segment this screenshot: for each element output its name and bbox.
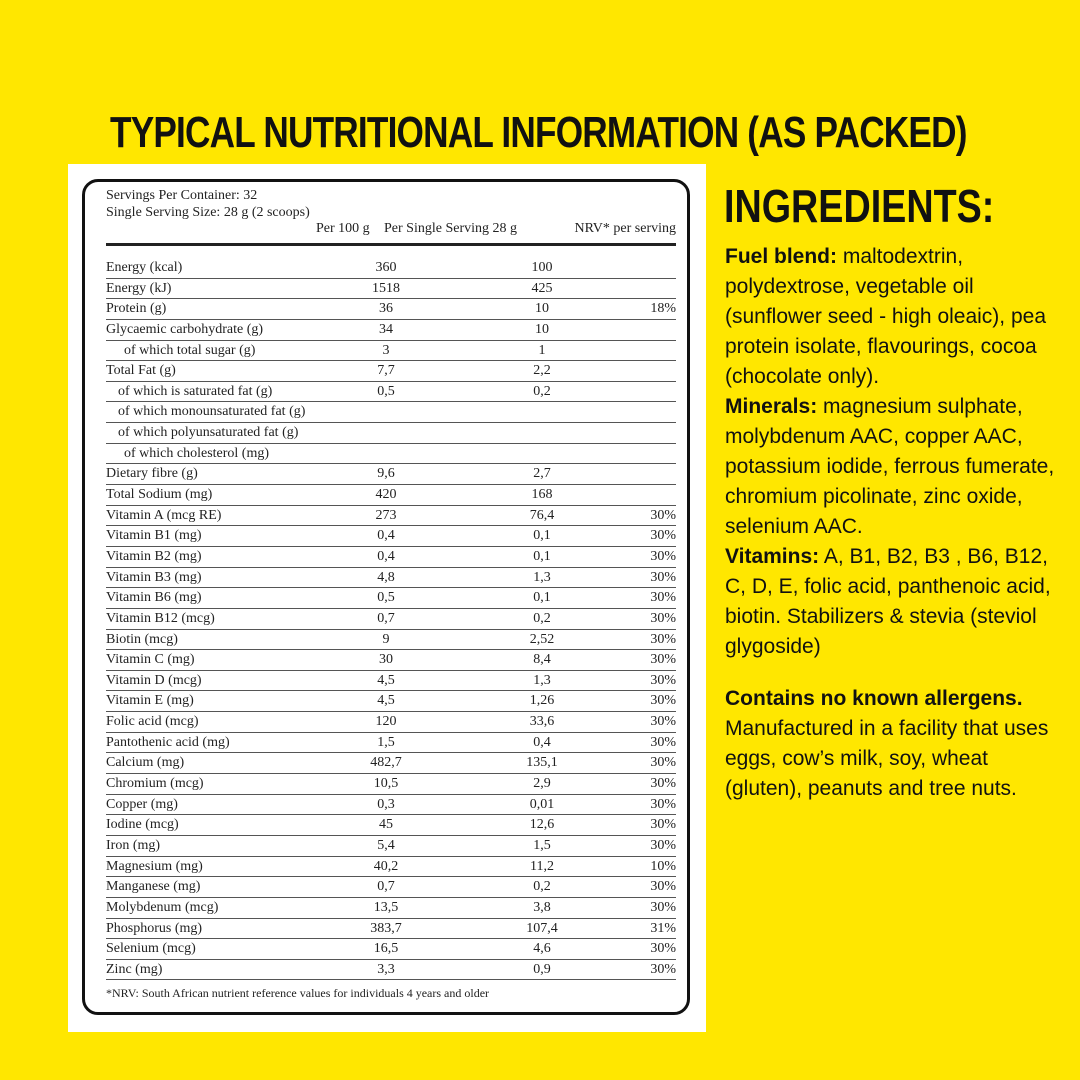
nrv-value: 30% xyxy=(650,755,676,771)
nutrient-name: Vitamin B12 (mcg) xyxy=(106,610,215,626)
nutrition-facts xyxy=(106,187,676,1001)
nutrient-name: Manganese (mg) xyxy=(106,879,201,895)
per-100g-value: 7,7 xyxy=(377,363,395,379)
nutrient-name: Vitamin A (mcg RE) xyxy=(106,507,222,523)
per-serving-value: 2,7 xyxy=(533,466,551,482)
nutrient-name: of which is saturated fat (g) xyxy=(118,383,273,399)
per-serving-value: 0,2 xyxy=(533,383,551,399)
per-serving-value: 12,6 xyxy=(529,817,555,833)
nutrient-name: Total Sodium (mg) xyxy=(106,487,213,503)
nutrient-rows xyxy=(106,258,676,980)
column-header-per100: Per 100 g xyxy=(316,221,370,236)
table-row xyxy=(106,857,676,878)
per-serving-value: 0,1 xyxy=(533,590,551,606)
serving-size: Single Serving Size: 28 g (2 scoops) xyxy=(106,205,310,220)
table-row xyxy=(106,712,676,733)
ingredients-list xyxy=(725,242,1070,804)
vitamins-paragraph xyxy=(725,542,1070,662)
per-serving-value: 1,3 xyxy=(533,672,551,688)
nutrient-name: Biotin (mcg) xyxy=(106,631,178,647)
nutrient-name: Chromium (mcg) xyxy=(106,776,204,792)
fuel-blend-label: Fuel blend: xyxy=(725,245,837,268)
minerals-text: magnesium sulphate, molybdenum AAC, copper AAC, potassium iodide, ferrous fumerate, chromium picolinate, zinc oxide, selenium AAC. xyxy=(725,395,1055,538)
nrv-value: 30% xyxy=(650,941,676,957)
table-row xyxy=(106,836,676,857)
table-row xyxy=(106,898,676,919)
nutrient-name: Vitamin B6 (mg) xyxy=(106,590,202,606)
nrv-value: 30% xyxy=(650,631,676,647)
nutrient-name: Protein (g) xyxy=(106,301,167,317)
per-serving-value: 0,1 xyxy=(533,528,551,544)
table-row xyxy=(106,588,676,609)
per-100g-value: 34 xyxy=(379,321,393,337)
per-100g-value: 0,5 xyxy=(377,383,395,399)
facility-notice: Manufactured in a facility that uses eggs, cow’s milk, soy, wheat (gluten), peanuts and tree nuts. xyxy=(725,717,1049,800)
per-100g-value: 45 xyxy=(379,817,393,833)
nrv-value: 30% xyxy=(650,899,676,915)
per-serving-value: 1 xyxy=(538,342,546,358)
per-100g-value: 36 xyxy=(379,301,393,317)
per-serving-value: 2,52 xyxy=(529,631,555,647)
nutrient-name: Vitamin C (mg) xyxy=(106,652,195,668)
nrv-value: 30% xyxy=(650,693,676,709)
per-serving-value: 135,1 xyxy=(526,755,558,771)
per-serving-value: 2,2 xyxy=(533,363,551,379)
per-100g-value: 9,6 xyxy=(377,466,395,482)
nutrient-name: Total Fat (g) xyxy=(106,363,176,379)
nutrient-name: Zinc (mg) xyxy=(106,961,163,977)
column-header-nrv: NRV* per serving xyxy=(574,221,676,236)
nutrition-panel xyxy=(68,164,706,1032)
nutrient-name: Iodine (mcg) xyxy=(106,817,179,833)
nrv-value: 31% xyxy=(650,920,676,936)
per-serving-value: 107,4 xyxy=(526,920,558,936)
per-serving-value: 0,9 xyxy=(533,961,551,977)
column-header-serving: Per Single Serving 28 g xyxy=(384,221,517,236)
nrv-value: 30% xyxy=(650,837,676,853)
table-row xyxy=(106,671,676,692)
nrv-value: 30% xyxy=(650,590,676,606)
per-serving-value: 0,2 xyxy=(533,610,551,626)
servings-per-container: Servings Per Container: 32 xyxy=(106,188,258,203)
nrv-value: 30% xyxy=(650,610,676,626)
per-100g-value: 4,5 xyxy=(377,693,395,709)
per-serving-value: 2,9 xyxy=(533,776,551,792)
per-serving-value: 10 xyxy=(535,301,549,317)
table-row xyxy=(106,444,676,465)
nrv-value: 30% xyxy=(650,776,676,792)
nutrient-name: Copper (mg) xyxy=(106,796,178,812)
nutrient-name: Vitamin B1 (mg) xyxy=(106,528,202,544)
per-serving-value: 3,8 xyxy=(533,899,551,915)
nutrient-name: Glycaemic carbohydrate (g) xyxy=(106,321,264,337)
per-100g-value: 10,5 xyxy=(373,776,399,792)
table-row xyxy=(106,774,676,795)
table-row xyxy=(106,609,676,630)
table-row xyxy=(106,361,676,382)
per-serving-value: 33,6 xyxy=(529,714,555,730)
nutrient-name: of which polyunsaturated fat (g) xyxy=(118,425,299,441)
nrv-value: 30% xyxy=(650,879,676,895)
per-serving-value: 100 xyxy=(531,260,553,275)
nutrient-name: Calcium (mg) xyxy=(106,755,185,771)
per-serving-value: 0,01 xyxy=(529,796,555,812)
per-100g-value: 40,2 xyxy=(373,858,399,874)
table-row xyxy=(106,402,676,423)
per-100g-value: 4,8 xyxy=(377,569,395,585)
per-100g-value: 0,4 xyxy=(377,548,395,564)
table-row xyxy=(106,753,676,774)
per-serving-value: 0,2 xyxy=(533,879,551,895)
table-row xyxy=(106,382,676,403)
nutrient-name: Pantothenic acid (mg) xyxy=(106,734,230,750)
nrv-value: 30% xyxy=(650,734,676,750)
per-100g-value: 420 xyxy=(375,487,397,503)
per-100g-value: 9 xyxy=(382,631,390,647)
nrv-value: 30% xyxy=(650,961,676,977)
per-serving-value: 1,5 xyxy=(533,837,551,853)
table-row xyxy=(106,464,676,485)
per-serving-value: 4,6 xyxy=(533,941,551,957)
table-row xyxy=(106,630,676,651)
nrv-value: 30% xyxy=(650,548,676,564)
per-100g-value: 120 xyxy=(375,714,397,730)
vitamins-text: A, B1, B2, B3 , B6, B12, C, D, E, folic acid, panthenoic acid, biotin. Stabilizers & stevia (steviol glygoside) xyxy=(725,545,1051,658)
nutrient-name: Vitamin B3 (mg) xyxy=(106,569,202,585)
per-100g-value: 0,5 xyxy=(377,590,395,606)
per-serving-value: 425 xyxy=(531,280,553,296)
nrv-value: 30% xyxy=(650,569,676,585)
nrv-value: 30% xyxy=(650,796,676,812)
table-row xyxy=(106,341,676,362)
per-100g-value: 0,4 xyxy=(377,528,395,544)
nutrient-name: of which monounsaturated fat (g) xyxy=(118,404,306,420)
allergen-paragraph xyxy=(725,684,1070,714)
nrv-value: 10% xyxy=(650,858,676,874)
ingredients-title: INGREDIENTS: xyxy=(724,180,995,232)
nutrient-name: Iron (mg) xyxy=(106,837,161,853)
nutrient-name: Vitamin D (mcg) xyxy=(106,672,202,688)
nrv-value: 30% xyxy=(650,817,676,833)
table-row xyxy=(106,526,676,547)
nutrient-name: Vitamin E (mg) xyxy=(106,693,194,709)
per-100g-value: 30 xyxy=(379,652,393,668)
per-serving-value: 1,26 xyxy=(529,693,555,709)
nrv-value: 18% xyxy=(650,301,676,317)
table-row xyxy=(106,258,676,279)
nrv-value: 30% xyxy=(650,507,676,523)
column-headers xyxy=(106,221,676,240)
per-100g-value: 13,5 xyxy=(373,899,399,915)
nutrient-name: of which cholesterol (mg) xyxy=(124,445,270,461)
table-row xyxy=(106,919,676,940)
minerals-label: Minerals: xyxy=(725,395,818,418)
per-100g-value: 0,7 xyxy=(377,610,395,626)
per-100g-value: 273 xyxy=(375,507,397,523)
table-row xyxy=(106,506,676,527)
nutrient-name: Magnesium (mg) xyxy=(106,858,203,874)
per-100g-value: 4,5 xyxy=(377,672,395,688)
nutrient-name: Vitamin B2 (mg) xyxy=(106,548,202,564)
per-100g-value: 16,5 xyxy=(373,941,399,957)
per-serving-value: 76,4 xyxy=(529,507,555,523)
table-row xyxy=(106,320,676,341)
table-row xyxy=(106,795,676,816)
fuel-blend-text: maltodextrin, polydextrose, vegetable oil (sunflower seed - high oleaic), pea protein isolate, flavourings, cocoa (chocolate only). xyxy=(725,245,1047,388)
nrv-footnote: *NRV: South African nutrient reference values for individuals 4 years and older xyxy=(106,986,490,1001)
per-100g-value: 5,4 xyxy=(377,837,395,853)
table-row xyxy=(106,733,676,754)
table-row xyxy=(106,939,676,960)
nutrient-name: of which total sugar (g) xyxy=(124,342,256,358)
per-serving-value: 1,3 xyxy=(533,569,551,585)
table-row xyxy=(106,423,676,444)
nrv-value: 30% xyxy=(650,652,676,668)
per-100g-value: 1,5 xyxy=(377,734,395,750)
per-100g-value: 3,3 xyxy=(377,961,395,977)
minerals-paragraph xyxy=(725,392,1070,542)
per-100g-value: 360 xyxy=(375,260,397,275)
nutrient-name: Energy (kJ) xyxy=(106,280,172,296)
per-serving-value: 10 xyxy=(535,321,549,337)
table-row xyxy=(106,485,676,506)
table-row xyxy=(106,568,676,589)
per-serving-value: 168 xyxy=(531,487,553,503)
table-row xyxy=(106,960,676,981)
nutrient-name: Folic acid (mcg) xyxy=(106,714,199,730)
nutrient-name: Dietary fibre (g) xyxy=(106,466,198,482)
table-row xyxy=(106,547,676,568)
table-row xyxy=(106,691,676,712)
nrv-value: 30% xyxy=(650,714,676,730)
nutrient-name: Phosphorus (mg) xyxy=(106,920,203,936)
per-100g-value: 482,7 xyxy=(370,755,402,771)
nrv-value: 30% xyxy=(650,528,676,544)
table-row xyxy=(106,279,676,300)
table-row xyxy=(106,299,676,320)
vitamins-label: Vitamins: xyxy=(725,545,820,568)
allergen-label: Contains no known allergens. xyxy=(725,687,1023,710)
page-title: TYPICAL NUTRITIONAL INFORMATION (AS PACKED) xyxy=(110,108,967,157)
table-row xyxy=(106,815,676,836)
nutrition-table-frame xyxy=(82,179,690,1015)
per-100g-value: 383,7 xyxy=(370,920,402,936)
per-100g-value: 0,3 xyxy=(377,796,395,812)
table-row xyxy=(106,877,676,898)
per-100g-value: 1518 xyxy=(372,280,400,296)
per-100g-value: 0,7 xyxy=(377,879,395,895)
per-serving-value: 11,2 xyxy=(530,858,554,874)
per-serving-value: 0,4 xyxy=(533,734,551,750)
header-divider xyxy=(106,243,676,246)
per-100g-value: 3 xyxy=(382,342,390,358)
table-row xyxy=(106,650,676,671)
per-serving-value: 0,1 xyxy=(533,548,551,564)
nutrient-name: Molybdenum (mcg) xyxy=(106,899,219,915)
nutrient-name: Selenium (mcg) xyxy=(106,941,196,957)
nrv-value: 30% xyxy=(650,672,676,688)
fuel-blend-paragraph xyxy=(725,242,1070,392)
per-serving-value: 8,4 xyxy=(533,652,551,668)
nutrient-name: Energy (kcal) xyxy=(106,260,183,275)
